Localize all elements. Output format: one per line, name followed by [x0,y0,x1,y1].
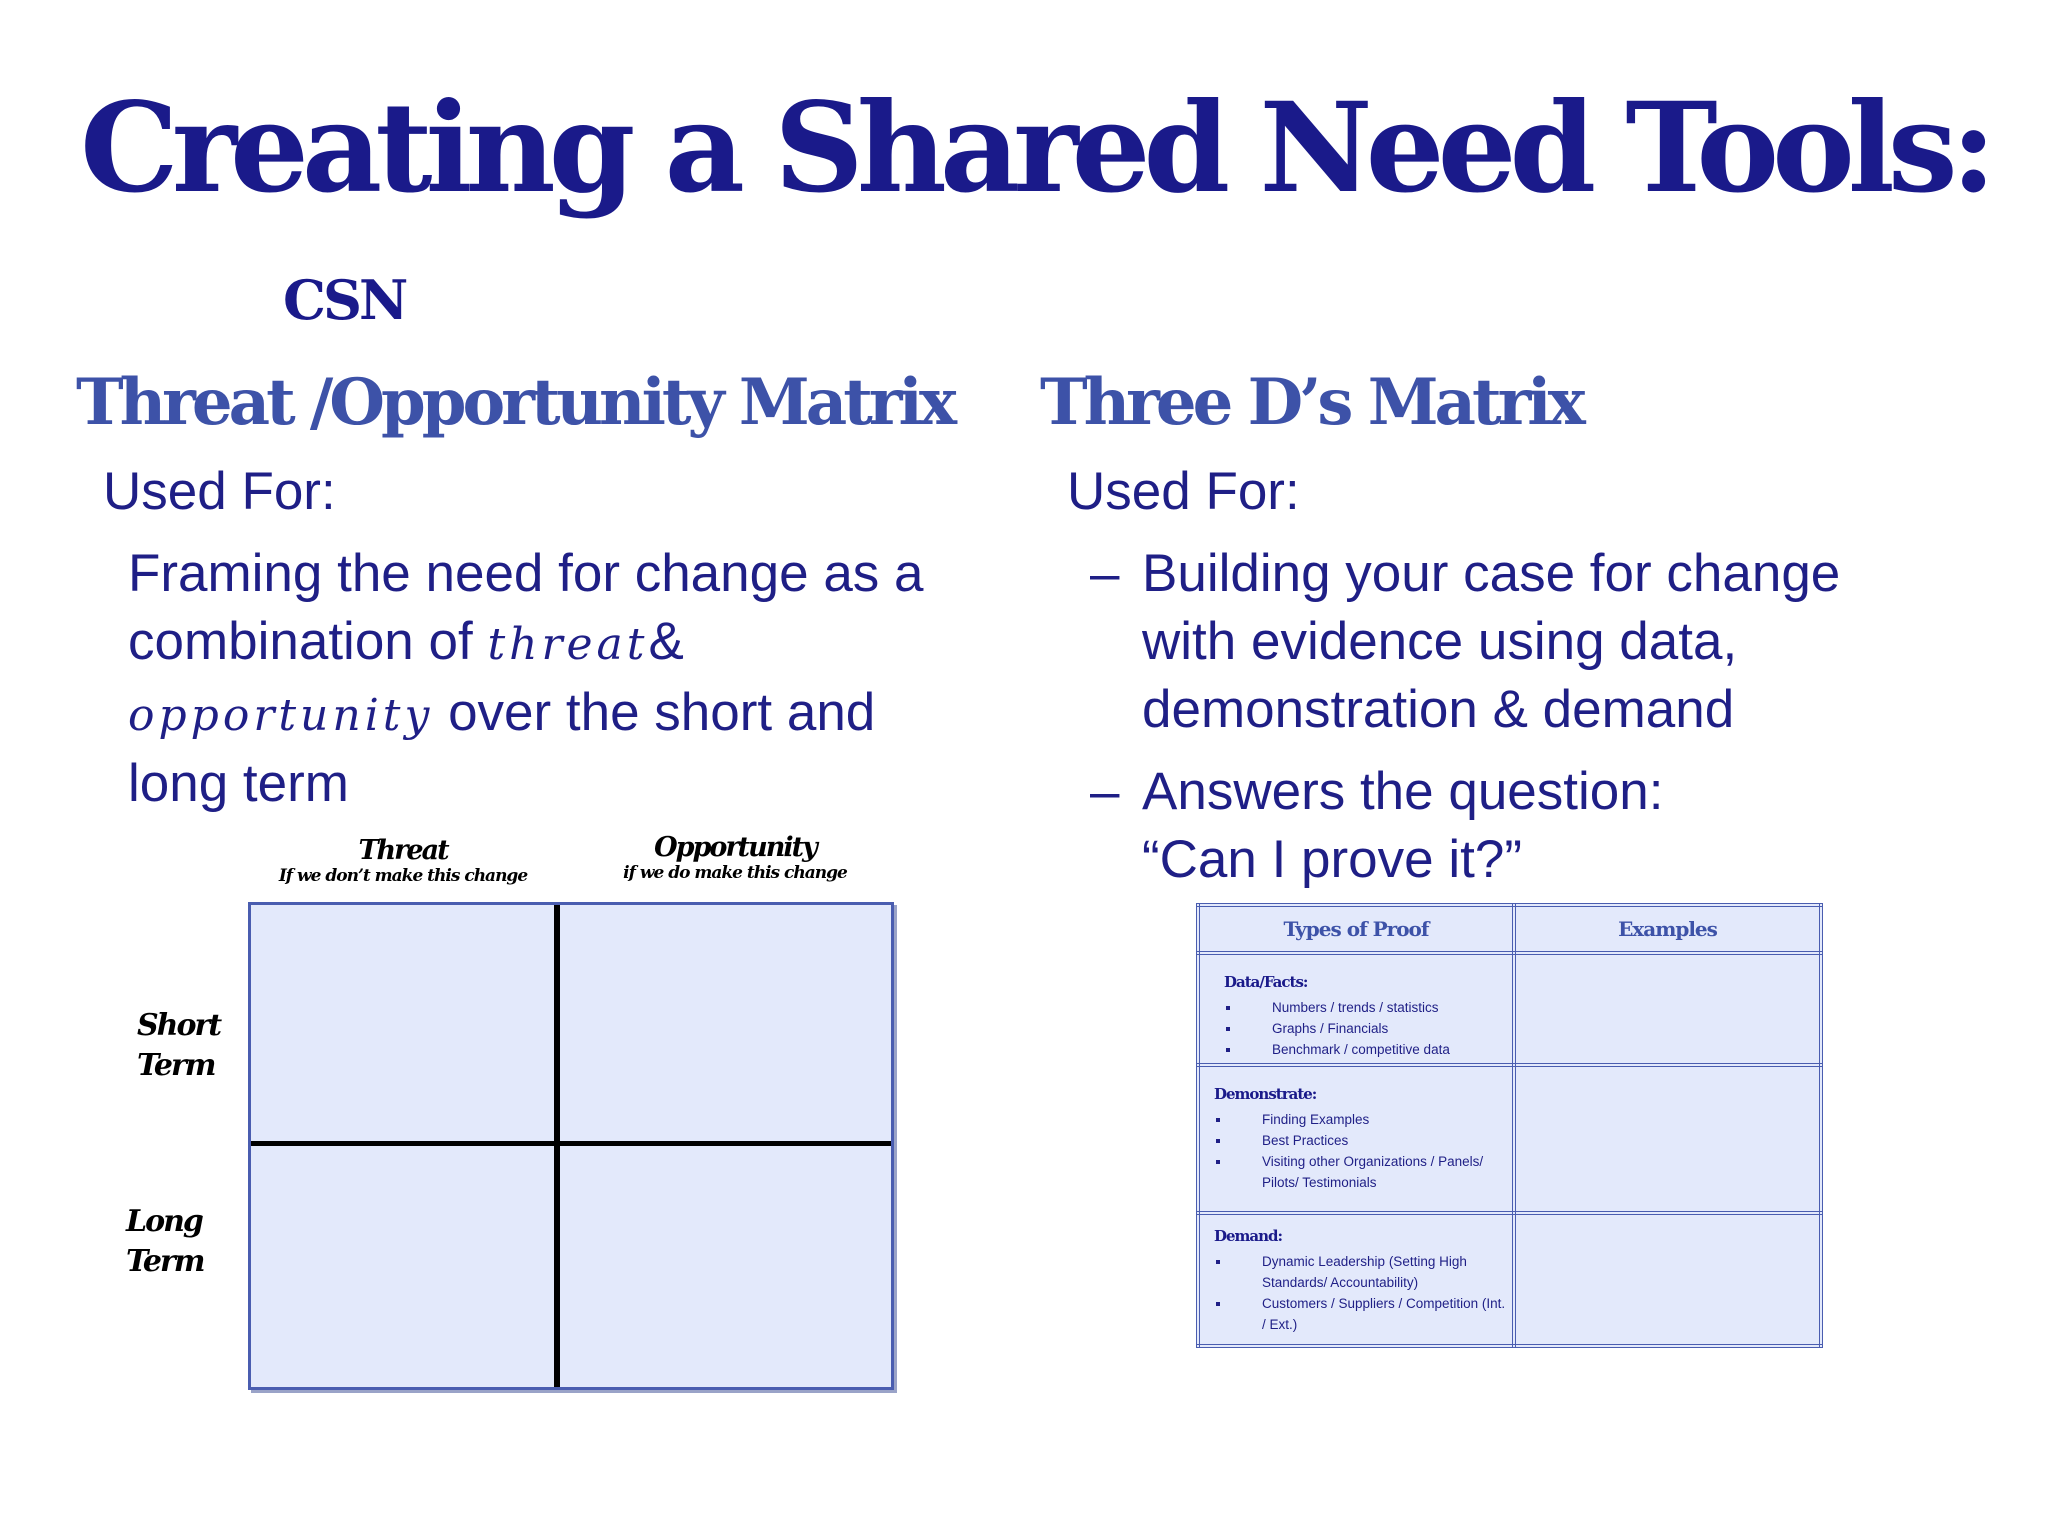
three-ds-table [1196,903,1823,1348]
ampersand: & [648,612,684,671]
slide-subtitle: CSN [283,268,406,332]
threat-column-subtitle: If we don’t make this change [278,866,528,886]
threat-column-title: Threat [358,835,448,866]
bullet1-line1: Building your case for change [1142,544,1841,603]
demonstrate-examples-cell [1514,1065,1821,1213]
table-row [1198,1065,1821,1213]
threat-opportunity-matrix [248,902,894,1390]
table-row [1198,953,1821,1065]
demand-list [1200,1251,1512,1335]
list-item: Best Practices [1214,1130,1512,1151]
opportunity-column-title: Opportunity [654,832,816,863]
opportunity-column-subtitle: if we do make this change [623,863,847,883]
list-item: Graphs / Financials [1224,1018,1512,1039]
right-bullet-list [1090,540,2010,908]
threat-opportunity-heading: Threat /Opportunity Matrix [76,365,953,440]
left-description-line3 [128,679,1028,750]
bullet1-line2: with evidence using data, [1142,612,1738,671]
slide-title: Creating a Shared Need Tools: [80,76,1990,221]
table-header-row [1198,905,1821,953]
long-term-label-line2: Term [126,1244,204,1279]
examples-header: Examples [1514,905,1821,953]
left-description-line1: Framing the need for change as a [128,544,924,603]
matrix-horizontal-divider [251,1141,891,1146]
short-term-row-label [137,1006,220,1086]
bullet-building-case [1090,540,2010,744]
data-facts-cell [1198,953,1514,1065]
list-item: Benchmark / competitive data [1224,1039,1512,1060]
left-description-combination: combination of [128,612,473,671]
demand-title: Demand: [1214,1227,1283,1245]
types-of-proof-header: Types of Proof [1198,905,1514,953]
demand-examples-cell [1514,1213,1821,1346]
demonstrate-title: Demonstrate: [1214,1085,1317,1103]
bullet2-line1: Answers the question: [1142,762,1664,821]
demand-cell [1198,1213,1514,1346]
data-facts-title: Data/Facts: [1224,973,1308,991]
opportunity-word: opportunity [128,690,434,741]
list-item: Visiting other Organizations / Panels/ Pilots/ Testimonials [1214,1151,1512,1193]
right-used-for-label: Used For: [1067,462,1300,521]
left-description-short: over the short and [448,683,876,742]
left-description [128,540,1028,818]
short-term-label-line2: Term [137,1048,215,1083]
long-term-label-line1: Long [126,1204,202,1239]
demonstrate-list [1200,1109,1512,1193]
list-item: Finding Examples [1214,1109,1512,1130]
left-used-for-label: Used For: [103,462,336,521]
matrix-vertical-divider [554,905,560,1387]
left-description-line2 [128,608,1028,679]
list-item: Customers / Suppliers / Competition (Int. / Ext.) [1214,1293,1512,1335]
dash-marker: – [1090,762,1120,821]
bullet2-line2: “Can I prove it?” [1142,830,1522,889]
three-ds-heading: Three D’s Matrix [1040,365,1582,440]
data-facts-list [1200,997,1512,1060]
bullet1-line3: demonstration & demand [1142,680,1735,739]
table-row [1198,1213,1821,1346]
left-description-line4: long term [128,754,349,813]
long-term-row-label [126,1202,204,1282]
data-facts-examples-cell [1514,953,1821,1065]
short-term-label-line1: Short [137,1008,221,1043]
list-item: Dynamic Leadership (Setting High Standards/ Accountability) [1214,1251,1512,1293]
threat-word: threat [487,619,649,670]
threat-column-header [268,836,538,886]
bullet-answers-question [1090,758,2010,894]
list-item: Numbers / trends / statistics [1224,997,1512,1018]
dash-marker: – [1090,544,1120,603]
demonstrate-cell [1198,1065,1514,1213]
opportunity-column-header [605,833,865,883]
